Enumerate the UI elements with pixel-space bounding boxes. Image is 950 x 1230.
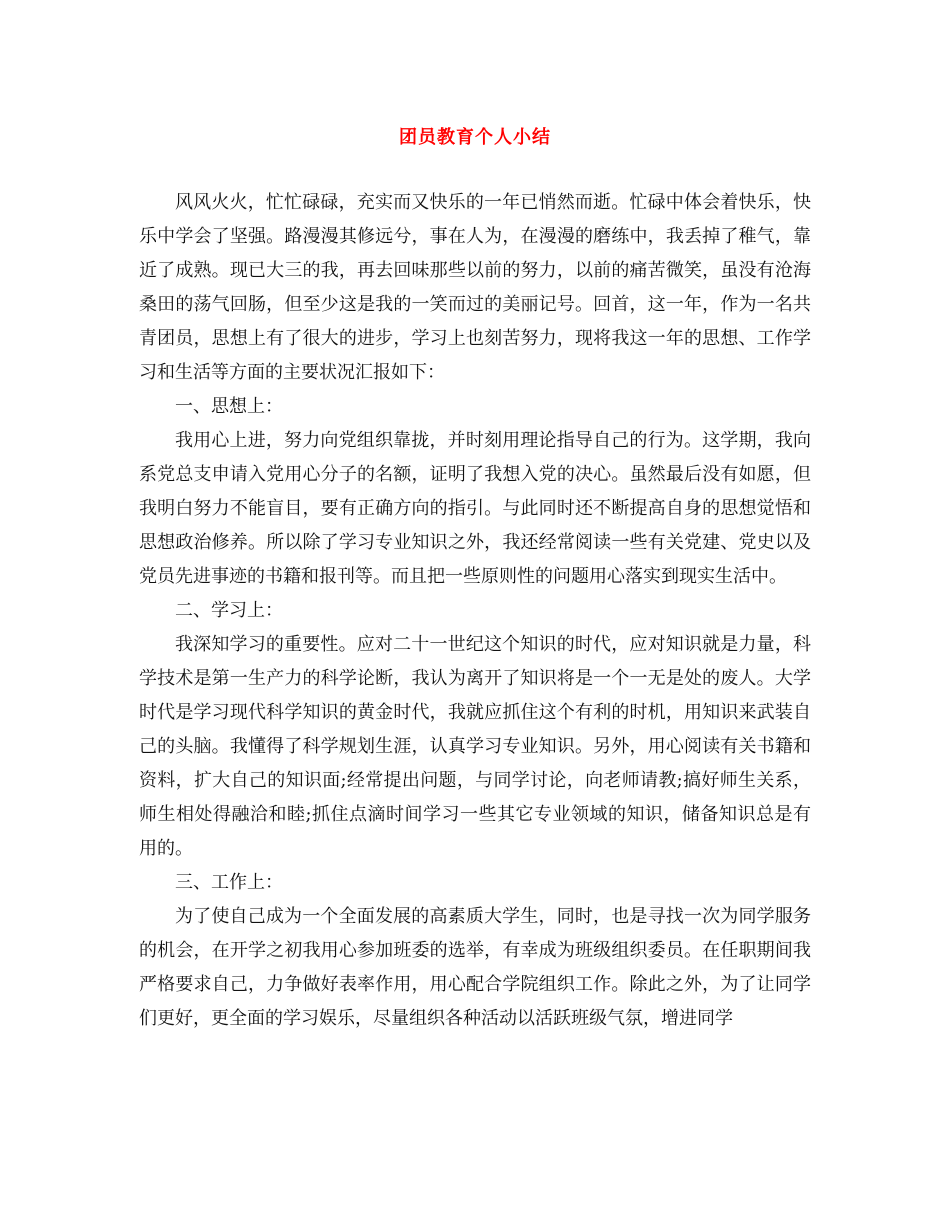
section-heading-work: 三、工作上： [175, 872, 283, 893]
paragraph-thought: 我用心上进，努力向党组织靠拢，并时刻用理论指导自己的行为。这学期，我向系党总支申请入党用心分子的名额，证明了我想入党的决心。虽然最后没有如愿，但我明白努力不能盲目，要有正确方向的指引。与此同时还不断提高自身的思想觉悟和思想政治修养。所以除了学习专业知识之外，我还经常阅读一些有关党建、党史以及党员先进事迹的书籍和报刊等。而且把一些原则性的问题用心落实到现实生活中。 [139, 430, 811, 587]
paragraph-intro: 风风火火，忙忙碌碌，充实而又快乐的一年已悄然而逝。忙碌中体会着快乐，快乐中学会了坚强。路漫漫其修远兮，事在人为，在漫漫的磨练中，我丢掉了稚气，靠近了成熟。现已大三的我，再去回味那些以前的努力，以前的痛苦微笑，虽没有沧海桑田的荡气回肠，但至少这是我的一笑而过的美丽记号。回首，这一年，作为一名共青团员，思想上有了很大的进步，学习上也刻苦努力，现将我这一年的思想、工作学习和生活等方面的主要状况汇报如下： [139, 192, 811, 383]
paragraph-study: 我深知学习的重要性。应对二十一世纪这个知识的时代，应对知识就是力量，科学技术是第一生产力的科学论断，我认为离开了知识将是一个一无是处的废人。大学时代是学习现代科学知识的黄金时代，我就应抓住这个有利的时机，用知识来武装自己的头脑。我懂得了科学规划生涯，认真学习专业知识。另外，用心阅读有关书籍和资料，扩大自己的知识面;经常提出问题，与同学讨论，向老师请教;搞好师生关系，师生相处得融洽和睦;抓住点滴时间学习一些其它专业领域的知识，储备知识总是有用的。 [139, 634, 811, 859]
paragraph-work: 为了使自己成为一个全面发展的高素质大学生，同时，也是寻找一次为同学服务的机会，在开学之初我用心参加班委的选举，有幸成为班级组织委员。在任职期间我严格要求自己，力争做好表率作用，用心配合学院组织工作。除此之外，为了让同学们更好，更全面的学习娱乐，尽量组织各种活动以活跃班级气氛，增进同学 [139, 906, 811, 1029]
section-heading-thought: 一、思想上： [175, 396, 283, 417]
document-title: 团员教育个人小结 [399, 127, 551, 148]
document-body [139, 186, 811, 1036]
section-heading-study: 二、学习上： [175, 600, 283, 621]
